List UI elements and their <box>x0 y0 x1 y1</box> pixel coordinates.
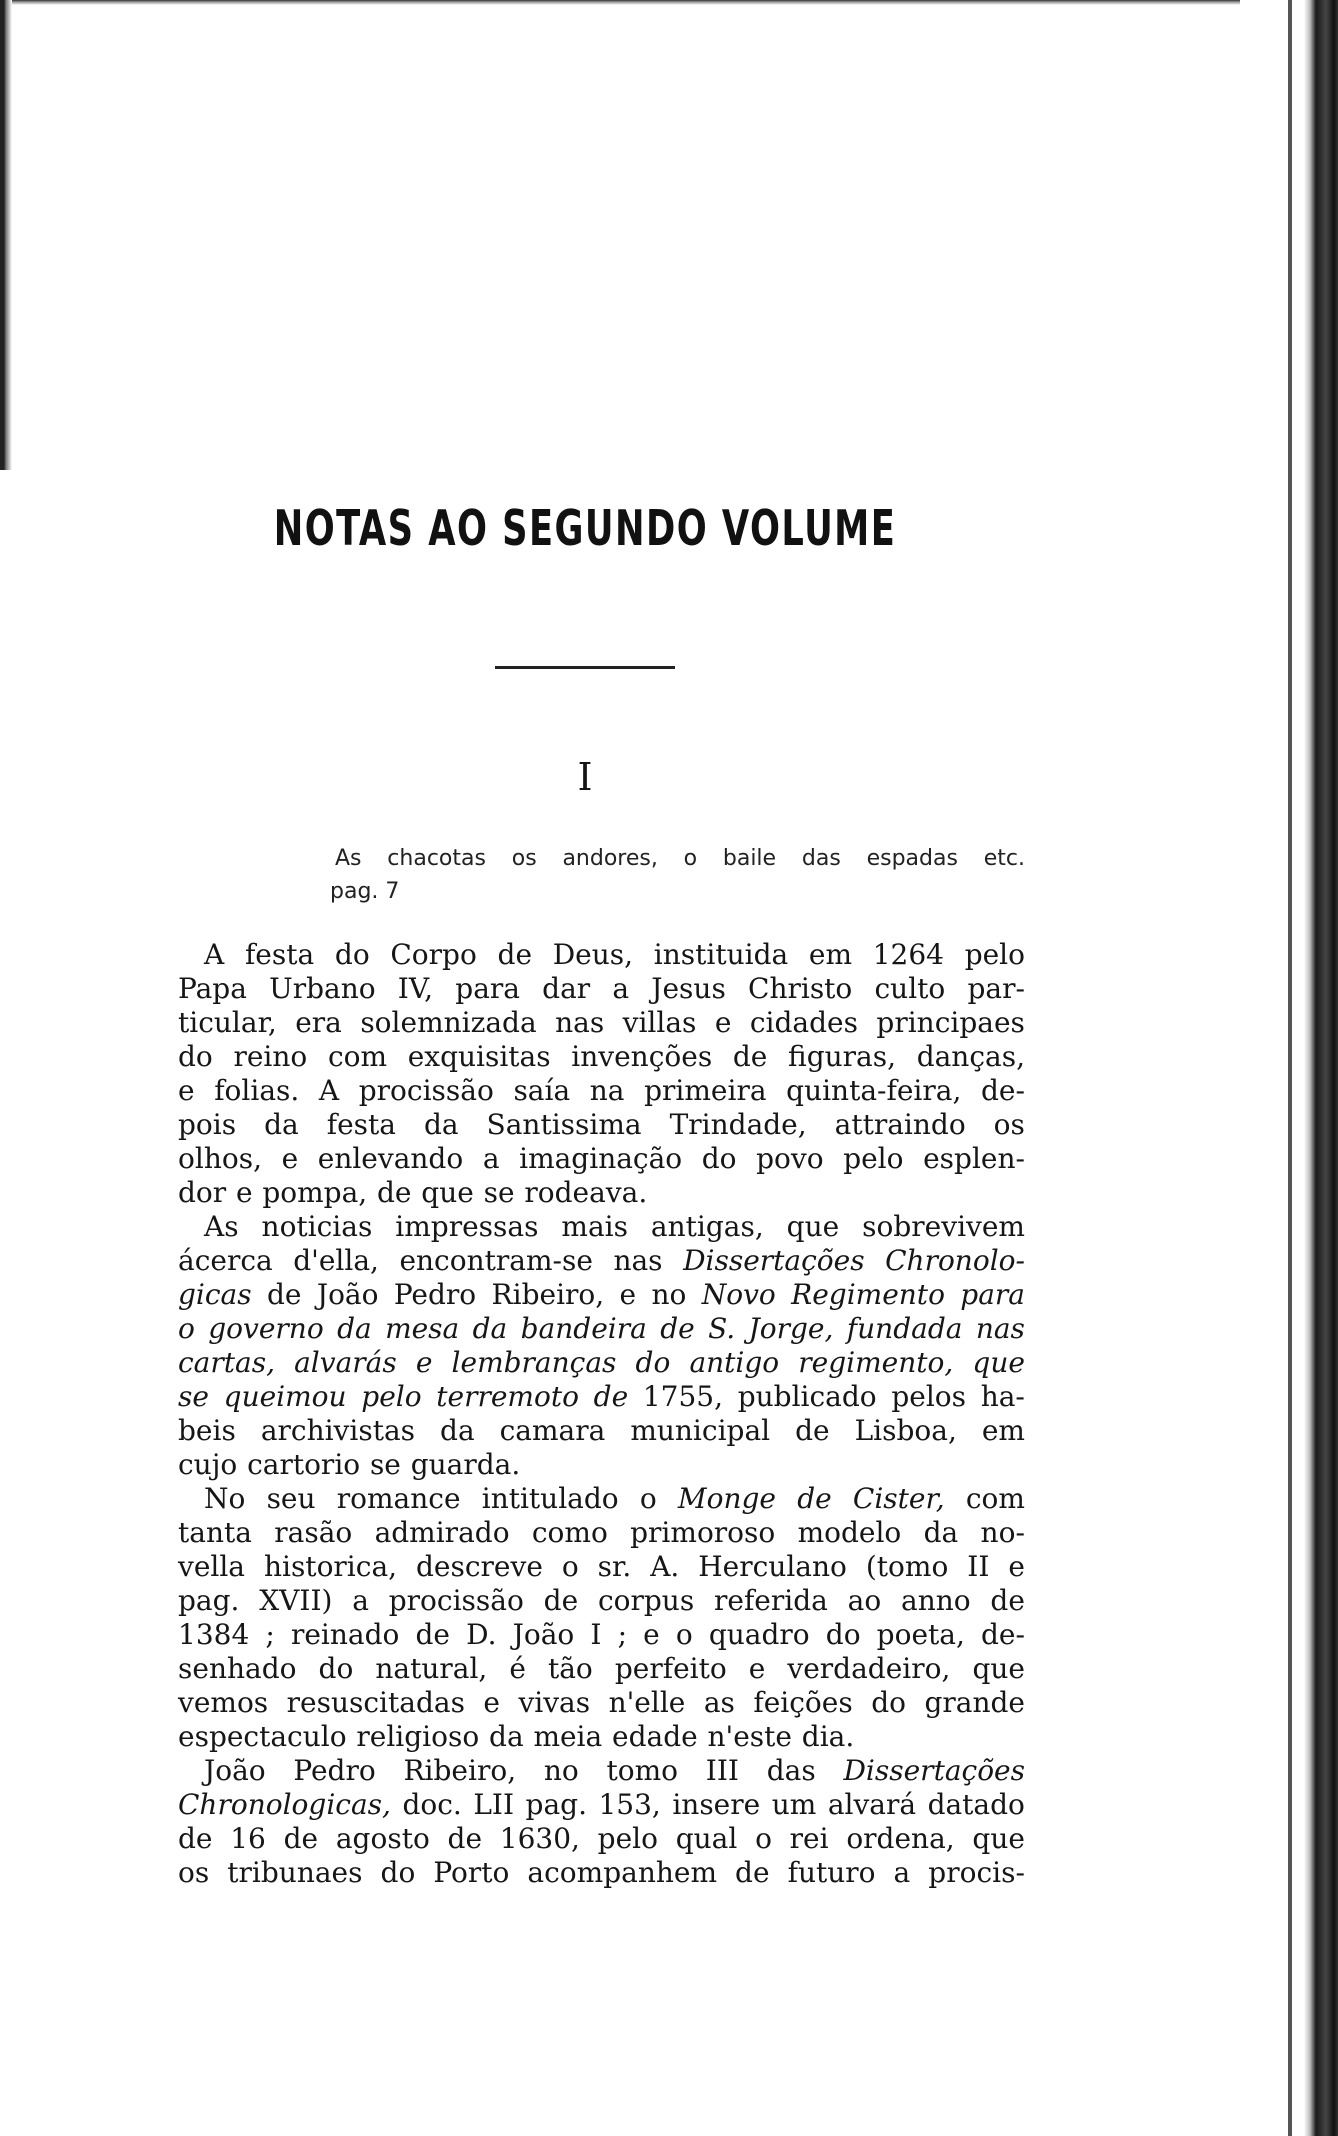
word: de <box>543 1584 579 1617</box>
note-page-ref: pag. 7 <box>330 879 400 904</box>
word: da <box>440 1414 475 1447</box>
word: Chronologicas, <box>178 1788 391 1821</box>
page-binding-line <box>1288 0 1292 2136</box>
text-line <box>178 1074 1025 1108</box>
word: cujo <box>178 1448 238 1481</box>
text-line <box>178 1482 1025 1516</box>
word: bandeira <box>520 1312 647 1345</box>
word: Urbano <box>269 972 376 1005</box>
text-line <box>178 1312 1025 1346</box>
word: da <box>923 1516 959 1549</box>
word: dor <box>178 1176 227 1209</box>
word: no <box>543 1754 579 1787</box>
word: Porto <box>433 1856 510 1889</box>
word: solemnizada <box>360 1006 537 1039</box>
word: resuscitadas <box>286 1686 465 1719</box>
word: tribunaes <box>227 1856 363 1889</box>
word: pelo <box>964 938 1025 971</box>
word: D. <box>466 1618 497 1651</box>
word: em <box>981 1414 1025 1447</box>
text-line <box>178 1210 1025 1244</box>
word: de <box>797 1482 832 1515</box>
word: instituida <box>653 938 789 971</box>
word: pelos <box>891 1380 967 1413</box>
word: natural, <box>375 1652 488 1685</box>
word: grande <box>924 1686 1025 1719</box>
word: os <box>178 1856 210 1889</box>
word: religioso <box>356 1720 480 1753</box>
word: villas <box>622 1006 697 1039</box>
word: pelo <box>361 1380 422 1413</box>
word: tanta <box>178 1516 252 1549</box>
word: com <box>965 1482 1025 1515</box>
word: regimento, <box>798 1346 954 1379</box>
word: de <box>660 1312 695 1345</box>
word: Ribeiro, <box>403 1754 517 1787</box>
text-line <box>178 1006 1025 1040</box>
note-reference-word: espadas <box>866 846 958 871</box>
word: enlevando <box>317 1142 464 1175</box>
word: archivistas <box>260 1414 416 1447</box>
word: que <box>972 1822 1025 1855</box>
word: nas <box>975 1312 1025 1345</box>
word: encontram-se <box>399 1244 593 1277</box>
word: saía <box>513 1074 571 1107</box>
word: historica, <box>263 1550 398 1583</box>
note-reference-word: os <box>511 846 537 871</box>
word: XVII) <box>259 1584 333 1617</box>
word: em <box>808 938 853 971</box>
word: que <box>786 1210 840 1243</box>
word: era <box>295 1006 342 1039</box>
text-line <box>178 1414 1025 1448</box>
word: romance <box>336 1482 461 1515</box>
word: datado <box>927 1788 1025 1821</box>
text-line <box>178 1856 1025 1890</box>
word: de- <box>981 1618 1025 1651</box>
word: ordena, <box>846 1822 955 1855</box>
word: que <box>972 1346 1025 1379</box>
word: do <box>178 1040 213 1073</box>
word: primoroso <box>630 1516 776 1549</box>
word: que <box>421 1176 474 1209</box>
word: edade <box>612 1720 698 1753</box>
word: quadro <box>708 1618 810 1651</box>
word: a <box>352 1584 369 1617</box>
word: ; <box>617 1618 627 1651</box>
word: Cister, <box>852 1482 945 1515</box>
word: espectaculo <box>178 1720 347 1753</box>
word: e <box>748 1652 766 1685</box>
word: gicas <box>178 1278 252 1311</box>
word: mesa <box>385 1312 460 1345</box>
note-reference-word: chacotas <box>387 846 486 871</box>
word: n'este <box>707 1720 792 1753</box>
word: danças, <box>916 1040 1025 1073</box>
word: par- <box>967 972 1025 1005</box>
word: (tomo <box>865 1550 949 1583</box>
word: 153, <box>598 1788 661 1821</box>
text-line <box>178 1788 1025 1822</box>
word: Jorge, <box>748 1312 834 1345</box>
section-numeral: I <box>577 755 593 799</box>
word: cartas, <box>178 1346 275 1379</box>
word: d'ella, <box>293 1244 379 1277</box>
word: cidades <box>749 1006 858 1039</box>
word: da <box>264 1108 299 1141</box>
word: vemos <box>178 1686 269 1719</box>
page-right-edge <box>1304 0 1338 2136</box>
text-line <box>178 1448 1025 1482</box>
word: n'elle <box>608 1686 686 1719</box>
word: é <box>509 1652 526 1685</box>
title-rule <box>495 666 675 669</box>
word: folias. <box>214 1074 300 1107</box>
word: referida <box>713 1584 828 1617</box>
word: festa <box>244 938 315 971</box>
word: dar <box>542 972 591 1005</box>
page-top-edge <box>0 0 1240 5</box>
word: 1630, <box>499 1822 580 1855</box>
word: Ribeiro, <box>491 1278 605 1311</box>
word: rodeava. <box>524 1176 648 1209</box>
word: para <box>455 972 520 1005</box>
word: perfeito <box>614 1652 727 1685</box>
word: do <box>701 1142 737 1175</box>
word: quinta-feira, <box>786 1074 962 1107</box>
page-title: NOTAS AO SEGUNDO VOLUME <box>273 500 897 557</box>
text-line <box>178 1584 1025 1618</box>
word: III <box>705 1754 739 1787</box>
word: de <box>377 1176 412 1209</box>
word: e <box>1008 1550 1025 1583</box>
word: modelo <box>797 1516 902 1549</box>
word: queimou <box>223 1380 347 1413</box>
word: e <box>178 1074 195 1107</box>
word: de <box>990 1584 1025 1617</box>
word: alvarás <box>294 1346 397 1379</box>
word: de <box>732 1040 768 1073</box>
word: Corpo <box>390 938 477 971</box>
word: A <box>204 938 225 971</box>
word: o <box>755 1822 772 1855</box>
body-text <box>178 938 1025 1890</box>
word: reino <box>233 1040 308 1073</box>
word: ; <box>265 1618 275 1651</box>
word: pois <box>178 1108 237 1141</box>
word: do <box>380 1856 416 1889</box>
text-line <box>178 1754 1025 1788</box>
note-reference-line <box>335 842 1025 875</box>
word: e <box>415 1346 433 1379</box>
text-line <box>178 1550 1025 1584</box>
word: a <box>893 1856 911 1889</box>
page-left-edge <box>0 0 12 470</box>
word: para <box>960 1278 1025 1311</box>
text-line <box>178 1652 1025 1686</box>
word: A <box>318 1074 340 1107</box>
word: Dissertações <box>843 1754 1025 1787</box>
word: acompanhem <box>527 1856 718 1889</box>
word: Jesus <box>651 972 726 1005</box>
word: Deus, <box>552 938 634 971</box>
word: lembranças <box>451 1346 617 1379</box>
word: se <box>483 1176 515 1209</box>
word: nas <box>555 1006 605 1039</box>
word: governo <box>208 1312 324 1345</box>
word: Santissima <box>486 1108 642 1141</box>
word: Pedro <box>393 1278 477 1311</box>
word: culto <box>874 972 946 1005</box>
word: de <box>735 1856 770 1889</box>
text-line <box>178 972 1025 1006</box>
word: das <box>766 1754 816 1787</box>
word: da <box>472 1312 508 1345</box>
text-line <box>178 1380 1025 1414</box>
text-line <box>178 1686 1025 1720</box>
text-line <box>178 1244 1025 1278</box>
word: II <box>967 1550 990 1583</box>
word: procissão <box>358 1074 494 1107</box>
word: o <box>178 1312 195 1345</box>
word: da <box>489 1720 524 1753</box>
text-line <box>178 1176 1025 1210</box>
word: o <box>675 1618 693 1651</box>
word: as <box>703 1686 735 1719</box>
word: ticular, <box>178 1006 277 1039</box>
word: figuras, <box>788 1040 897 1073</box>
word: e <box>714 1006 732 1039</box>
word: e <box>281 1142 299 1175</box>
word: principaes <box>876 1006 1025 1039</box>
text-line <box>178 1822 1025 1856</box>
word: IV, <box>397 972 434 1005</box>
word: do <box>318 1652 354 1685</box>
word: que <box>972 1652 1025 1685</box>
word: invenções <box>571 1040 713 1073</box>
word: verdadeiro, <box>787 1652 951 1685</box>
word: com <box>327 1040 388 1073</box>
text-line <box>178 1516 1025 1550</box>
word: e <box>235 1176 253 1209</box>
word: Trindade, <box>669 1108 807 1141</box>
word: No <box>204 1482 246 1515</box>
word: Regimento <box>791 1278 945 1311</box>
word: olhos, <box>178 1142 262 1175</box>
word: se <box>178 1380 209 1413</box>
word: de <box>447 1822 483 1855</box>
word: Dissertações <box>683 1244 865 1277</box>
word: insere <box>672 1788 761 1821</box>
word: de <box>415 1618 450 1651</box>
word: o <box>561 1550 579 1583</box>
word: As <box>204 1210 239 1243</box>
word: ácerca <box>178 1244 273 1277</box>
note-reference-word: o <box>683 846 698 871</box>
word: attraindo <box>834 1108 966 1141</box>
note-reference-word: baile <box>722 846 777 871</box>
text-line <box>178 1618 1025 1652</box>
word: tão <box>547 1652 593 1685</box>
word: Novo <box>701 1278 776 1311</box>
word: qual <box>675 1822 738 1855</box>
word: intitulado <box>481 1482 619 1515</box>
word: fundada <box>846 1312 963 1345</box>
word: ao <box>847 1584 882 1617</box>
word: 16 <box>230 1822 266 1855</box>
word: do <box>635 1346 671 1379</box>
word: Lisboa, <box>854 1414 957 1447</box>
word: exquisitas <box>407 1040 551 1073</box>
word: beis <box>178 1414 236 1447</box>
word: antigo <box>689 1346 780 1379</box>
word: 1755, <box>642 1380 723 1413</box>
word: pag. <box>178 1584 240 1617</box>
word: anno <box>901 1584 971 1617</box>
word: 1384 <box>178 1618 250 1651</box>
word: a <box>482 1142 500 1175</box>
text-line <box>178 938 1025 972</box>
word: antigas, <box>650 1210 764 1243</box>
word: rasão <box>274 1516 353 1549</box>
text-line <box>178 1278 1025 1312</box>
word: como <box>531 1516 608 1549</box>
word: meia <box>533 1720 603 1753</box>
word: da <box>423 1108 459 1141</box>
word: dia. <box>801 1720 855 1753</box>
text-line <box>178 1040 1025 1074</box>
word: da <box>337 1312 372 1345</box>
word: e <box>483 1686 500 1719</box>
word: no- <box>980 1516 1025 1549</box>
word: alvará <box>827 1788 917 1821</box>
word: descreve <box>416 1550 543 1583</box>
word: corpus <box>597 1584 695 1617</box>
word: cartorio <box>247 1448 361 1481</box>
word: no <box>651 1278 687 1311</box>
word: de <box>266 1278 302 1311</box>
word: os <box>993 1108 1025 1141</box>
text-line <box>178 1720 1025 1754</box>
word: festa <box>326 1108 396 1141</box>
text-line <box>178 1346 1025 1380</box>
word: senhado <box>178 1652 297 1685</box>
word: seu <box>266 1482 316 1515</box>
word: do <box>334 938 370 971</box>
word: futuro <box>787 1856 876 1889</box>
text-line <box>178 1108 1025 1142</box>
word: primeira <box>644 1074 767 1107</box>
word: A. <box>650 1550 680 1583</box>
word: de <box>497 938 533 971</box>
word: Christo <box>748 972 853 1005</box>
word: camara <box>499 1414 606 1447</box>
word: a <box>612 972 630 1005</box>
word: imaginação <box>519 1142 683 1175</box>
word: João <box>204 1754 266 1787</box>
word: Monge <box>677 1482 776 1515</box>
word: Herculano <box>698 1550 847 1583</box>
note-reference-word: As <box>335 846 362 871</box>
word: João <box>316 1278 379 1311</box>
word: mais <box>561 1210 628 1243</box>
word: rei <box>789 1822 829 1855</box>
word: 1264 <box>872 938 944 971</box>
word: se <box>369 1448 401 1481</box>
word: guarda. <box>410 1448 521 1481</box>
word: I <box>590 1618 602 1651</box>
word: reinado <box>290 1618 400 1651</box>
word: tomo <box>606 1754 679 1787</box>
word: povo <box>756 1142 824 1175</box>
word: de <box>283 1822 319 1855</box>
note-reference-word: etc. <box>983 846 1025 871</box>
note-reference-word: andores, <box>562 846 658 871</box>
word: esplen- <box>923 1142 1025 1175</box>
word: Chronolo- <box>885 1244 1025 1277</box>
word: de- <box>980 1074 1025 1107</box>
word: doc. <box>402 1788 462 1821</box>
word: um <box>771 1788 817 1821</box>
word: procissão <box>388 1584 524 1617</box>
word: Papa <box>178 972 247 1005</box>
word: de <box>593 1380 629 1413</box>
word: admirado <box>374 1516 510 1549</box>
word: feições <box>753 1686 853 1719</box>
word: na <box>589 1074 625 1107</box>
word: S. <box>708 1312 736 1345</box>
word: noticias <box>261 1210 373 1243</box>
word: ha- <box>980 1380 1025 1413</box>
text-line <box>178 1142 1025 1176</box>
word: João <box>512 1618 575 1651</box>
word: sr. <box>597 1550 632 1583</box>
word: terremoto <box>436 1380 579 1413</box>
word: publicado <box>737 1380 877 1413</box>
word: do <box>871 1686 906 1719</box>
word: pelo <box>843 1142 904 1175</box>
word: e <box>619 1278 637 1311</box>
word: Pedro <box>293 1754 376 1787</box>
word: o <box>639 1482 657 1515</box>
word: LII <box>473 1788 515 1821</box>
word: poeta, <box>876 1618 965 1651</box>
word: agosto <box>335 1822 430 1855</box>
word: pelo <box>597 1822 658 1855</box>
word: municipal <box>630 1414 771 1447</box>
word: vivas <box>518 1686 591 1719</box>
word: procis- <box>928 1856 1025 1889</box>
word: do <box>825 1618 861 1651</box>
word: pompa, <box>262 1176 368 1209</box>
note-reference <box>330 842 1025 908</box>
word: nas <box>613 1244 663 1277</box>
word: e <box>643 1618 660 1651</box>
note-reference-word: das <box>801 846 841 871</box>
word: impressas <box>395 1210 539 1243</box>
word: pag. <box>525 1788 587 1821</box>
word: de <box>795 1414 830 1447</box>
word: de <box>178 1822 213 1855</box>
word: vella <box>178 1550 245 1583</box>
word: sobrevivem <box>862 1210 1025 1243</box>
